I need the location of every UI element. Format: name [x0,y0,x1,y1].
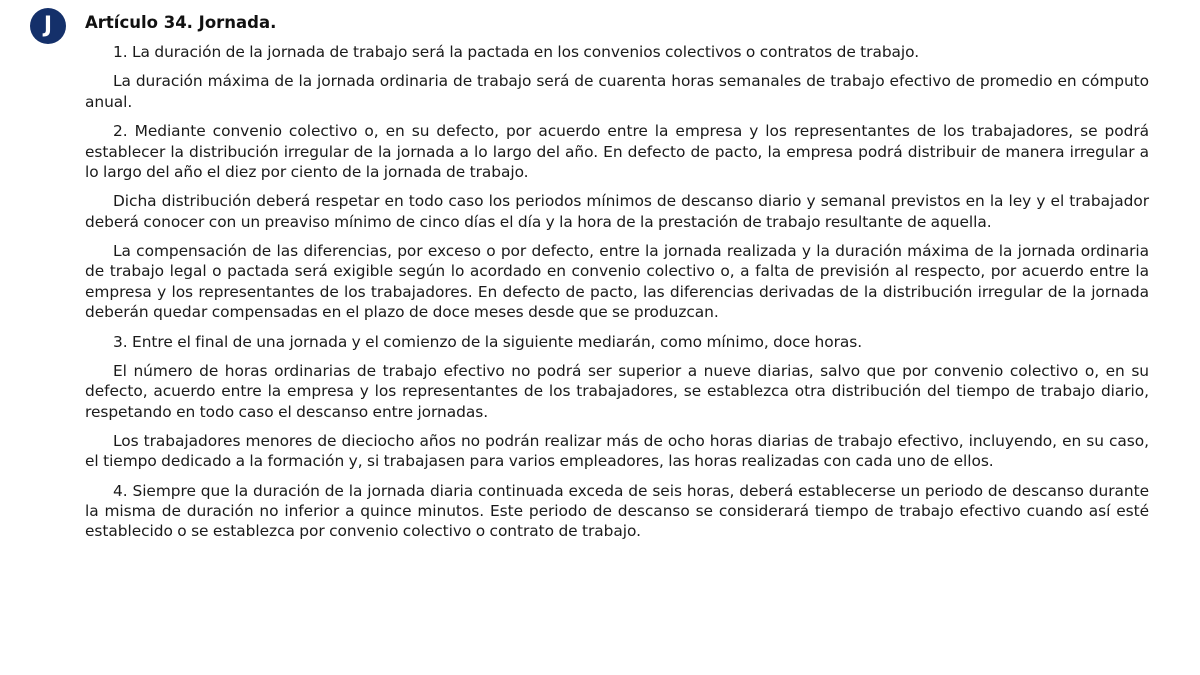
paragraph-max-duration: La duración máxima de la jornada ordinaria de trabajo será de cuarenta horas semanales de trabajo efectivo de promedio en cómputo anual. [85,72,1149,111]
paragraph-distribution-rest: Dicha distribución deberá respetar en todo caso los periodos mínimos de descanso diario y semanal previstos en la ley y el trabajador deberá conocer con un preaviso mínimo de cinco días el día y la hora de la prestación de trabajo resultante de aquella. [85,192,1149,231]
paragraph-1-duration: 1. La duración de la jornada de trabajo será la pactada en los convenios colectivos o contratos de trabajo. [113,43,920,61]
paragraph-minors: Los trabajadores menores de dieciocho años no podrán realizar más de ocho horas diarias de trabajo efectivo, incluyendo, en su caso, el tiempo dedicado a la formación y, si trabajasen para varios empleadores, las horas realizadas con cada uno de ellos. [85,432,1149,471]
paragraph-4-break-period: 4. Siempre que la duración de la jornada diaria continuada exceda de seis horas, deberá establecerse un periodo de descanso durante la misma de duración no inferior a quince minutos. Este periodo de descanso se considerará tiempo de trabajo efectivo cuando así esté establecido o se establezca por convenio colectivo o contrato de trabajo. [85,481,1149,541]
article [85,12,1149,551]
paragraph-compensation: La compensación de las diferencias, por exceso o por defecto, entre la jornada realizada y la duración máxima de la jornada ordinaria de trabajo legal o pactada será exigible según lo acordado en convenio colectivo o, a falta de previsión al respecto, por acuerdo entre la empresa y los representantes de los trabajadores. En defecto de pacto, las diferencias derivadas de la distribución irregular de la jornada deberán quedar compensadas en el plazo de doce meses desde que se produzcan. [85,242,1149,322]
paragraph-3-rest-between-shifts: 3. Entre el final de una jornada y el comienzo de la siguiente mediarán, como mínimo, doce horas. [113,332,863,351]
paragraph-daily-hours: El número de horas ordinarias de trabajo efectivo no podrá ser superior a nueve diarias, salvo que por convenio colectivo o, en su defecto, acuerdo entre la empresa y los representantes de los trabajadores, se establezca otra distribución del tiempo de trabajo diario, respetando en todo caso el descanso entre jornadas. [85,361,1149,421]
paragraph-2-irregular-distribution: 2. Mediante convenio colectivo o, en su defecto, por acuerdo entre la empresa y los representantes de los trabajadores, se podrá establecer la distribución irregular de la jornada a lo largo del año. En defecto de pacto, la empresa podrá distribuir de manera irregular a lo largo del año el diez por ciento de la jornada de trabajo. [85,122,1149,181]
article-title: Artículo 34. Jornada. [85,13,277,32]
letter-j-circle-icon: J [30,8,66,44]
